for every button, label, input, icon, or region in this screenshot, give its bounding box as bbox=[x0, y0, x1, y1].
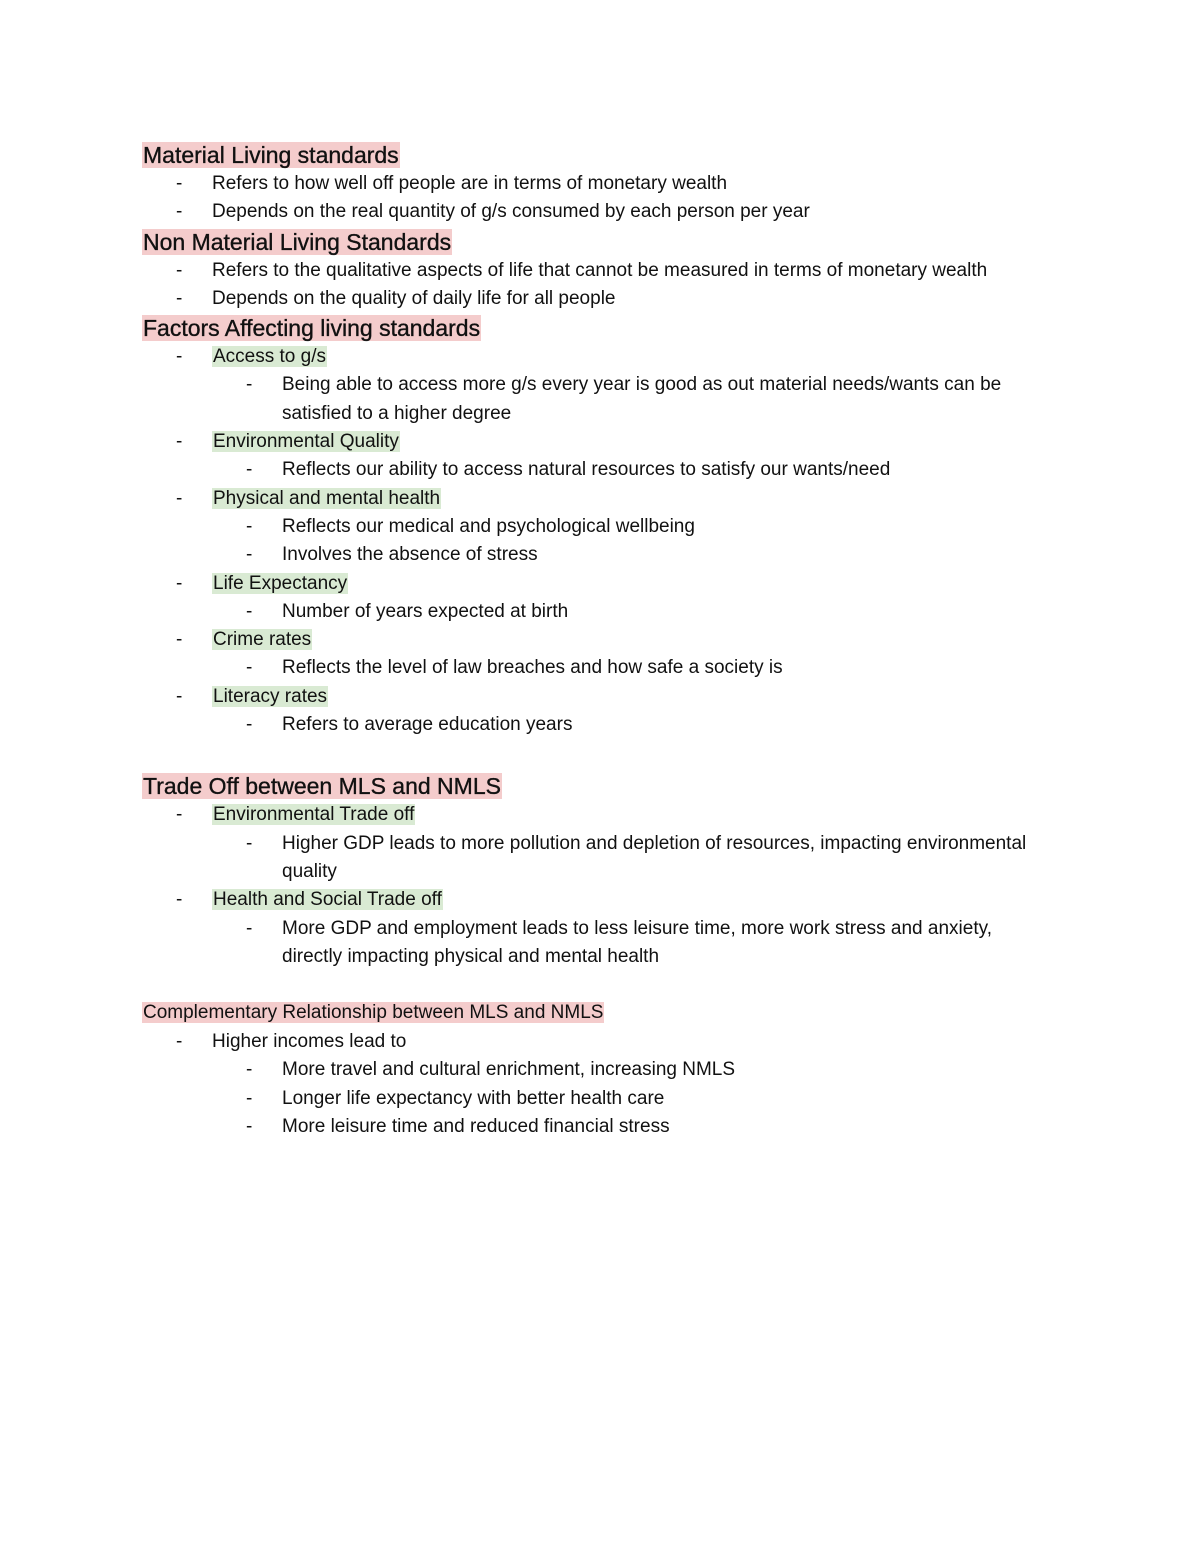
sub-bullet-list bbox=[212, 830, 1042, 887]
sub-bullet-list bbox=[212, 513, 1042, 570]
dash-bullet: - bbox=[176, 1031, 183, 1053]
dash-bullet: - bbox=[246, 714, 253, 736]
dash-bullet: - bbox=[176, 201, 183, 223]
sub-list-item: - More travel and cultural enrichment, increasing NMLS bbox=[212, 1056, 1042, 1084]
section-heading: Trade Off between MLS and NMLS bbox=[143, 773, 501, 800]
list-item: - Depends on the real quantity of g/s consumed by each person per year bbox=[142, 198, 1042, 226]
dash-bullet: - bbox=[246, 600, 253, 622]
dash-bullet: - bbox=[246, 657, 253, 679]
dash-bullet: - bbox=[176, 487, 183, 509]
section-material-living-standards bbox=[142, 140, 1042, 227]
sub-bullet-list bbox=[212, 598, 1042, 626]
dash-bullet: - bbox=[246, 832, 253, 854]
section-factors-affecting-living-standards bbox=[142, 313, 1042, 739]
dash-bullet: - bbox=[246, 459, 253, 481]
list-item: - Depends on the quality of daily life for all people bbox=[142, 285, 1042, 313]
dash-bullet: - bbox=[246, 917, 253, 939]
list-item: - Refers to the qualitative aspects of life that cannot be measured in terms of monetary wealth bbox=[142, 257, 1042, 285]
dash-bullet: - bbox=[176, 572, 183, 594]
dash-bullet: - bbox=[246, 544, 253, 566]
section-trade-off bbox=[142, 771, 1042, 971]
list-item: - Literacy rates - Refers to average education years bbox=[142, 683, 1042, 740]
sub-list-item: - Reflects the level of law breaches and how safe a society is bbox=[212, 654, 1042, 682]
blank-line bbox=[142, 739, 1042, 771]
section-non-material-living-standards bbox=[142, 227, 1042, 314]
dash-bullet: - bbox=[246, 1059, 253, 1081]
dash-bullet: - bbox=[176, 804, 183, 826]
bullet-list bbox=[142, 257, 1042, 314]
sub-bullet-list bbox=[212, 456, 1042, 484]
dash-bullet: - bbox=[246, 1116, 253, 1138]
sub-list-item: - Reflects our medical and psychological wellbeing bbox=[212, 513, 1042, 541]
sub-bullet-list bbox=[212, 915, 1042, 972]
sub-bullet-list bbox=[212, 371, 1042, 428]
section-heading: Factors Affecting living standards bbox=[143, 315, 481, 342]
dash-bullet: - bbox=[176, 287, 183, 309]
list-item: - Crime rates - Reflects the level of law breaches and how safe a society is bbox=[142, 626, 1042, 683]
sub-list-item: - Refers to average education years bbox=[212, 711, 1042, 739]
sub-list-item: - Being able to access more g/s every year is good as out material needs/wants can be satisfied to a higher degree bbox=[212, 371, 1042, 428]
section-complementary-relationship bbox=[142, 998, 1042, 1141]
document-body bbox=[142, 140, 1042, 1141]
section-heading: Complementary Relationship between MLS and NMLS bbox=[143, 1002, 604, 1024]
section-heading: Material Living standards bbox=[143, 142, 399, 168]
list-item: - Environmental Trade off - Higher GDP leads to more pollution and depletion of resources, impacting environmental quality bbox=[142, 801, 1042, 886]
dash-bullet: - bbox=[176, 431, 183, 453]
dash-bullet: - bbox=[176, 629, 183, 651]
dash-bullet: - bbox=[246, 374, 253, 396]
sub-list-item: - Reflects our ability to access natural resources to satisfy our wants/need bbox=[212, 456, 1042, 484]
dash-bullet: - bbox=[176, 173, 183, 194]
dash-bullet: - bbox=[176, 685, 183, 707]
sub-list-item: - Longer life expectancy with better health care bbox=[212, 1085, 1042, 1113]
sub-list-item: - Number of years expected at birth bbox=[212, 598, 1042, 626]
section-heading: Non Material Living Standards bbox=[143, 228, 452, 255]
bullet-list bbox=[142, 170, 1042, 227]
list-item: - Physical and mental health - Reflects our medical and psychological wellbeing - Involves the absence of stress bbox=[142, 485, 1042, 570]
list-item: - Higher incomes lead to - More travel and cultural enrichment, increasing NMLS - Longer life expectancy with better health care - More leisure time and reduced financial stress bbox=[142, 1028, 1042, 1141]
bullet-list bbox=[142, 801, 1042, 971]
bullet-list bbox=[142, 1028, 1042, 1141]
dash-bullet: - bbox=[176, 259, 183, 281]
dash-bullet: - bbox=[246, 1087, 253, 1109]
dash-bullet: - bbox=[176, 346, 183, 368]
blank-line bbox=[142, 971, 1042, 998]
list-item: - Life Expectancy - Number of years expected at birth bbox=[142, 570, 1042, 627]
list-item: - Environmental Quality - Reflects our ability to access natural resources to satisfy our wants/need bbox=[142, 428, 1042, 485]
sub-list-item: - More leisure time and reduced financial stress bbox=[212, 1113, 1042, 1141]
sub-list-item: - Higher GDP leads to more pollution and depletion of resources, impacting environmental quality bbox=[212, 830, 1042, 887]
sub-list-item: - Involves the absence of stress bbox=[212, 541, 1042, 569]
bullet-list bbox=[142, 343, 1042, 739]
list-item: - Access to g/s - Being able to access more g/s every year is good as out material needs/wants can be satisfied to a higher degree bbox=[142, 343, 1042, 428]
list-item: - Health and Social Trade off - More GDP and employment leads to less leisure time, more work stress and anxiety, directly impacting physical and mental health bbox=[142, 886, 1042, 971]
dash-bullet: - bbox=[176, 889, 183, 911]
dash-bullet: - bbox=[246, 515, 253, 537]
sub-list-item: - More GDP and employment leads to less leisure time, more work stress and anxiety, directly impacting physical and mental health bbox=[212, 915, 1042, 972]
list-item: - Refers to how well off people are in terms of monetary wealth bbox=[142, 170, 1042, 198]
sub-bullet-list bbox=[212, 654, 1042, 682]
sub-bullet-list bbox=[212, 711, 1042, 739]
sub-bullet-list bbox=[212, 1056, 1042, 1141]
